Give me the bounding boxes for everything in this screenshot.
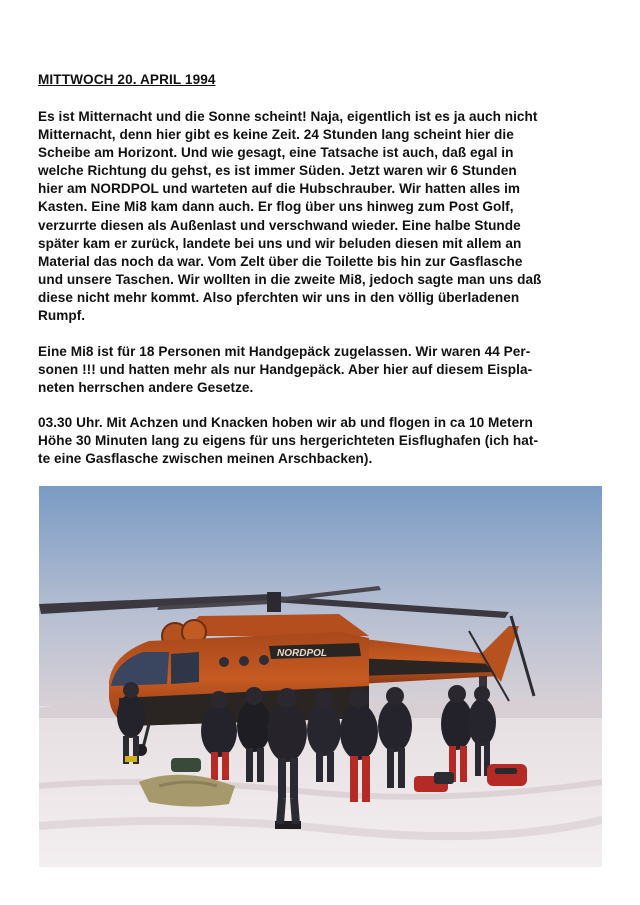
helicopter-marking: NORDPOL: [277, 648, 327, 659]
date-heading: MITTWOCH 20. APRIL 1994: [38, 72, 216, 87]
helicopter-photo-illustration: [39, 486, 602, 867]
paragraph-midnight-sun: Es ist Mitternacht und die Sonne scheint! Naja, eigentlich ist es ja auch nicht Mitternacht, denn hier gibt es keine Zeit. 24 Stunden lang scheint hier die Scheibe am Horizont. Und wie gesagt, eine Tatsache ist auch, daß egal in welche Richtung du gehst, es ist immer Süden. Jetzt waren wir 6 Stunden hier am NORDPOL und warteten auf die Hubschrauber. Wir hatten alles im Kasten. Eine Mi8 kam dann auch. Er flog über uns hinweg zum Post Golf, verzurrte diesen als Außenlast und verschwand wieder. Eine halbe Stunde später kam er zurück, landete bei uns und wir beluden diesen mit allem an Material das noch da war. Vom Zelt über die Toilette bis hin zur Gasflasche und unsere Taschen. Wir wollten in die zweite Mi8, jedoch sagte man uns daß diese nicht mehr kommt. Also pferchten wir uns in den völlig überladenen Rumpf.: [38, 109, 542, 324]
paragraph-takeoff: 03.30 Uhr. Mit Achzen und Knacken hoben wir ab und flogen in ca 10 Metern Höhe 30 Minuten lang zu eigens für uns hergerichteten Eisflughafen (ich hat- te eine Gasflasche zwischen meinen Arschbacken).: [38, 415, 539, 467]
helicopter-photo: [39, 486, 602, 867]
paragraph-mi8-capacity: Eine Mi8 ist für 18 Personen mit Handgepäck zugelassen. Wir waren 44 Per- sonen !!! und hatten mehr als nur Handgepäck. Aber hier auf diesem Eispla- neten herrschen andere Gesetze.: [38, 344, 533, 396]
